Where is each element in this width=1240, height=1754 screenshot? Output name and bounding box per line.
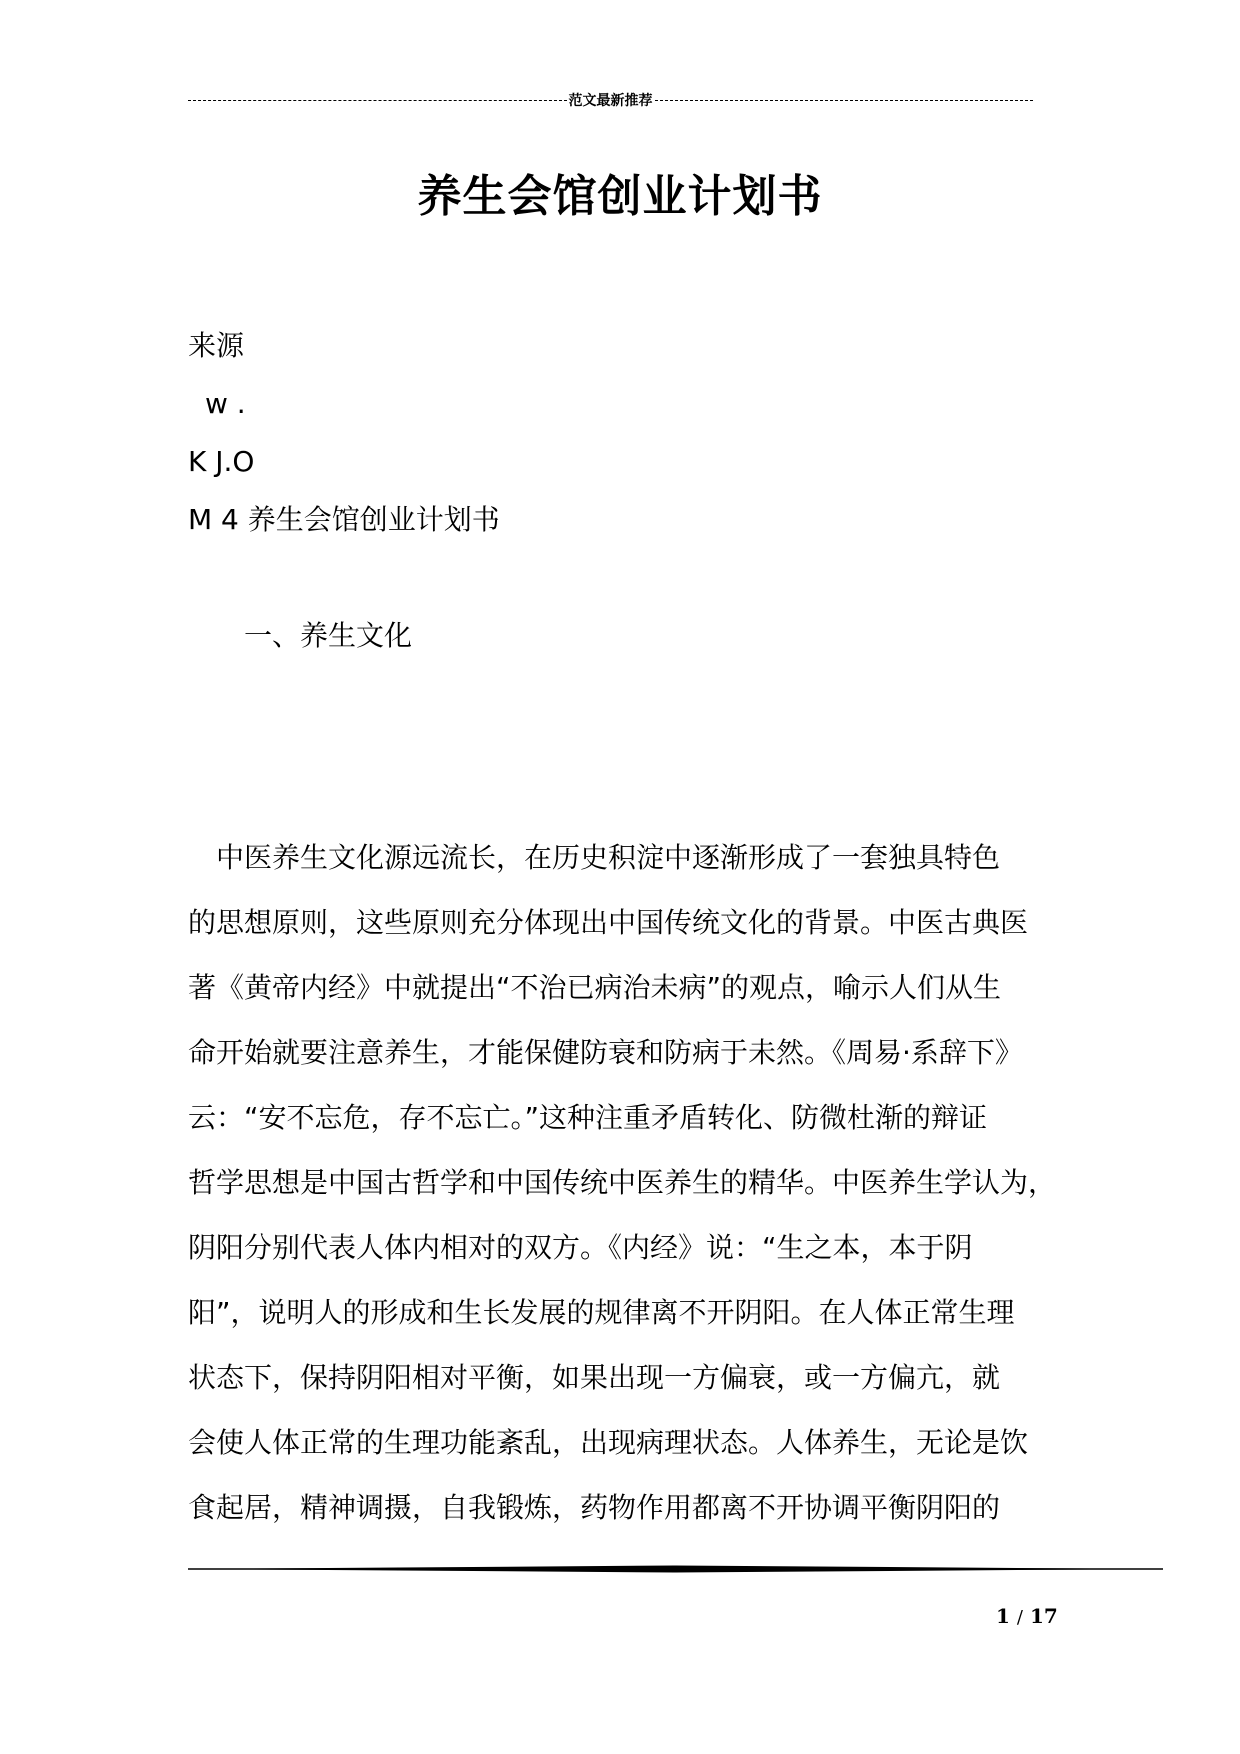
source-line-2: w . <box>205 387 246 420</box>
paragraph-line: 阳”，说明人的形成和生长发展的规律离不开阴阳。在人体正常生理 <box>188 1296 1015 1329</box>
paragraph-line: 中医养生文化源远流长，在历史积淀中逐渐形成了一套独具特色 <box>216 841 1001 874</box>
footer-rule <box>188 1565 1163 1573</box>
body-paragraph <box>188 825 1088 1540</box>
header-dash-right <box>655 100 1034 101</box>
paragraph-line: 食起居，精神调摄，自我锻炼，药物作用都离不开协调平衡阴阳的 <box>188 1491 1001 1524</box>
page-separator: / <box>1016 1607 1023 1628</box>
paragraph-line: 命开始就要注意养生，才能保健防衰和防病于未然。《周易·系辞下》 <box>188 1036 1023 1069</box>
document-title: 养生会馆创业计划书 <box>417 171 823 222</box>
page-total: 17 <box>1029 1604 1058 1628</box>
paragraph-line: 云：“安不忘危，存不忘亡。”这种注重矛盾转化、防微杜渐的辩证 <box>188 1101 988 1134</box>
header-label: 范文最新推荐 <box>568 93 653 109</box>
page-number <box>996 1604 1058 1628</box>
page-header <box>188 88 1033 112</box>
paragraph-line: 的思想原则，这些原则充分体现出中国传统文化的背景。中医古典医 <box>188 906 1029 939</box>
page-current: 1 <box>996 1604 1010 1628</box>
paragraph-line: 会使人体正常的生理功能紊乱，出现病理状态。人体养生，无论是饮 <box>188 1426 1029 1459</box>
header-dash-left <box>188 100 567 101</box>
source-line-1: 来源 <box>188 329 245 362</box>
paragraph-line: 著《黄帝内经》中就提出“不治已病治未病”的观点，喻示人们从生 <box>188 971 1002 1004</box>
paragraph-line: 状态下，保持阴阳相对平衡，如果出现一方偏衰，或一方偏亢，就 <box>188 1361 1001 1394</box>
source-line-3: K J.O <box>188 445 255 478</box>
paragraph-line: 哲学思想是中国古哲学和中国传统中医养生的精华。中医养生学认为， <box>188 1166 1057 1199</box>
section-heading: 一、养生文化 <box>244 619 413 652</box>
paragraph-line: 阴阳分别代表人体内相对的双方。《内经》说：“生之本，本于阴 <box>188 1231 973 1264</box>
source-line-4: M 4 养生会馆创业计划书 <box>188 503 500 536</box>
